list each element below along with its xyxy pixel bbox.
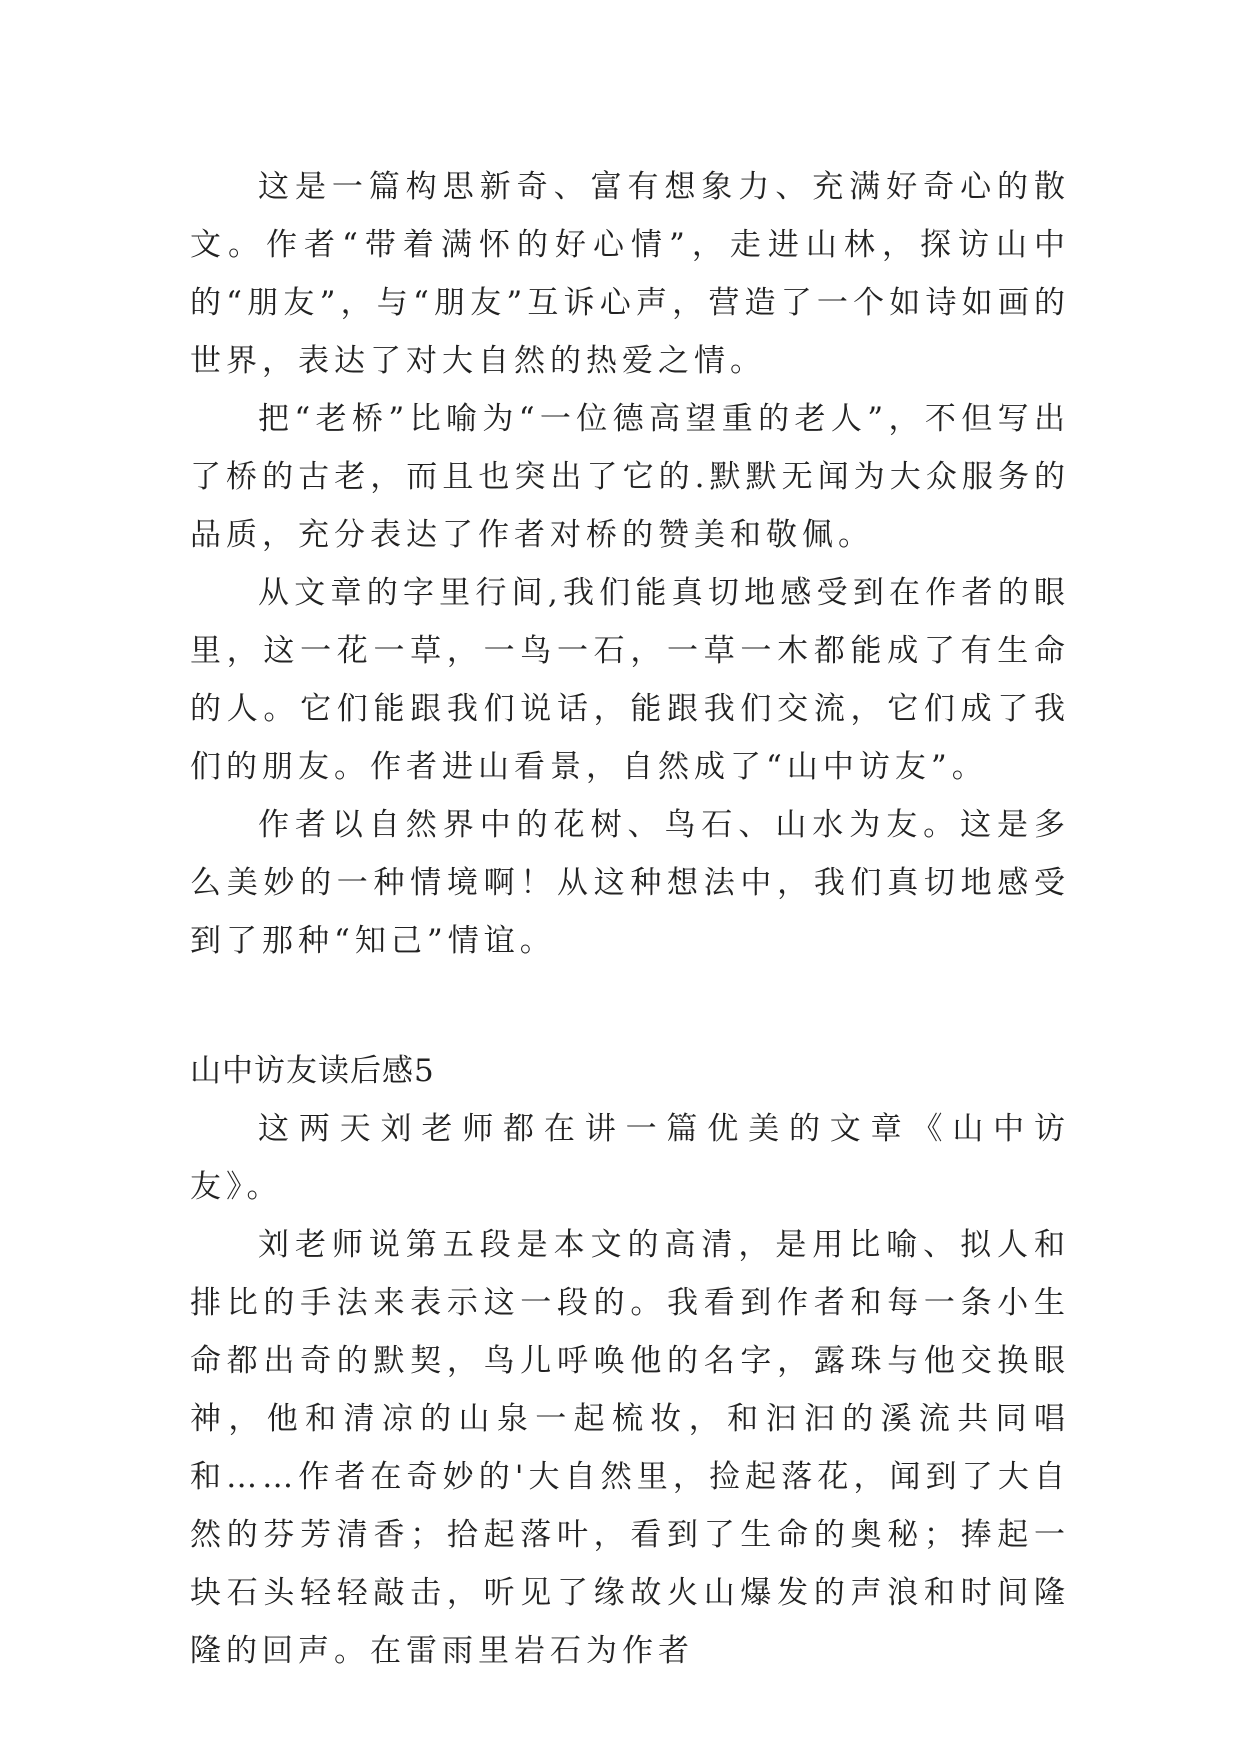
paragraph: 这两天刘老师都在讲一篇优美的文章《山中访友》。	[190, 1111, 1070, 1205]
paragraph: 刘老师说第五段是本文的高清，是用比喻、拟人和排比的手法来表示这一段的。我看到作者和每一条小生命都出奇的默契，鸟儿呼唤他的名字，露珠与他交换眼神，他和清凉的山泉一起梳妆，和汩汩的溪流共同唱和……作者在奇妙的'大自然里，捡起落花，闻到了大自然的芬芳清香；拾起落叶，看到了生命的奥秘；捧起一块石头轻轻敲击，听见了缘故火山爆发的声浪和时间隆隆的回声。在雷雨里岩石为作者	[190, 1227, 1070, 1669]
paragraph: 从文章的字里行间,我们能真切地感受到在作者的眼里，这一花一草，一鸟一石，一草一木都能成了有生命的人。它们能跟我们说话，能跟我们交流，它们成了我们的朋友。作者进山看景，自然成了“山中访友”。	[190, 575, 1070, 785]
paragraph: 作者以自然界中的花树、鸟石、山水为友。这是多么美妙的一种情境啊！从这种想法中，我们真切地感受到了那种“知己”情谊。	[190, 807, 1070, 959]
section-heading: 山中访友读后感5	[190, 1053, 435, 1089]
paragraph: 把“老桥”比喻为“一位德高望重的老人”，不但写出了桥的古老，而且也突出了它的.默默无闻为大众服务的品质，充分表达了作者对桥的赞美和敬佩。	[190, 401, 1070, 553]
document-page	[190, 158, 1070, 1680]
paragraph: 这是一篇构思新奇、富有想象力、充满好奇心的散文。作者“带着满怀的好心情”，走进山林，探访山中的“朋友”，与“朋友”互诉心声，营造了一个如诗如画的世界，表达了对大自然的热爱之情。	[190, 169, 1070, 379]
